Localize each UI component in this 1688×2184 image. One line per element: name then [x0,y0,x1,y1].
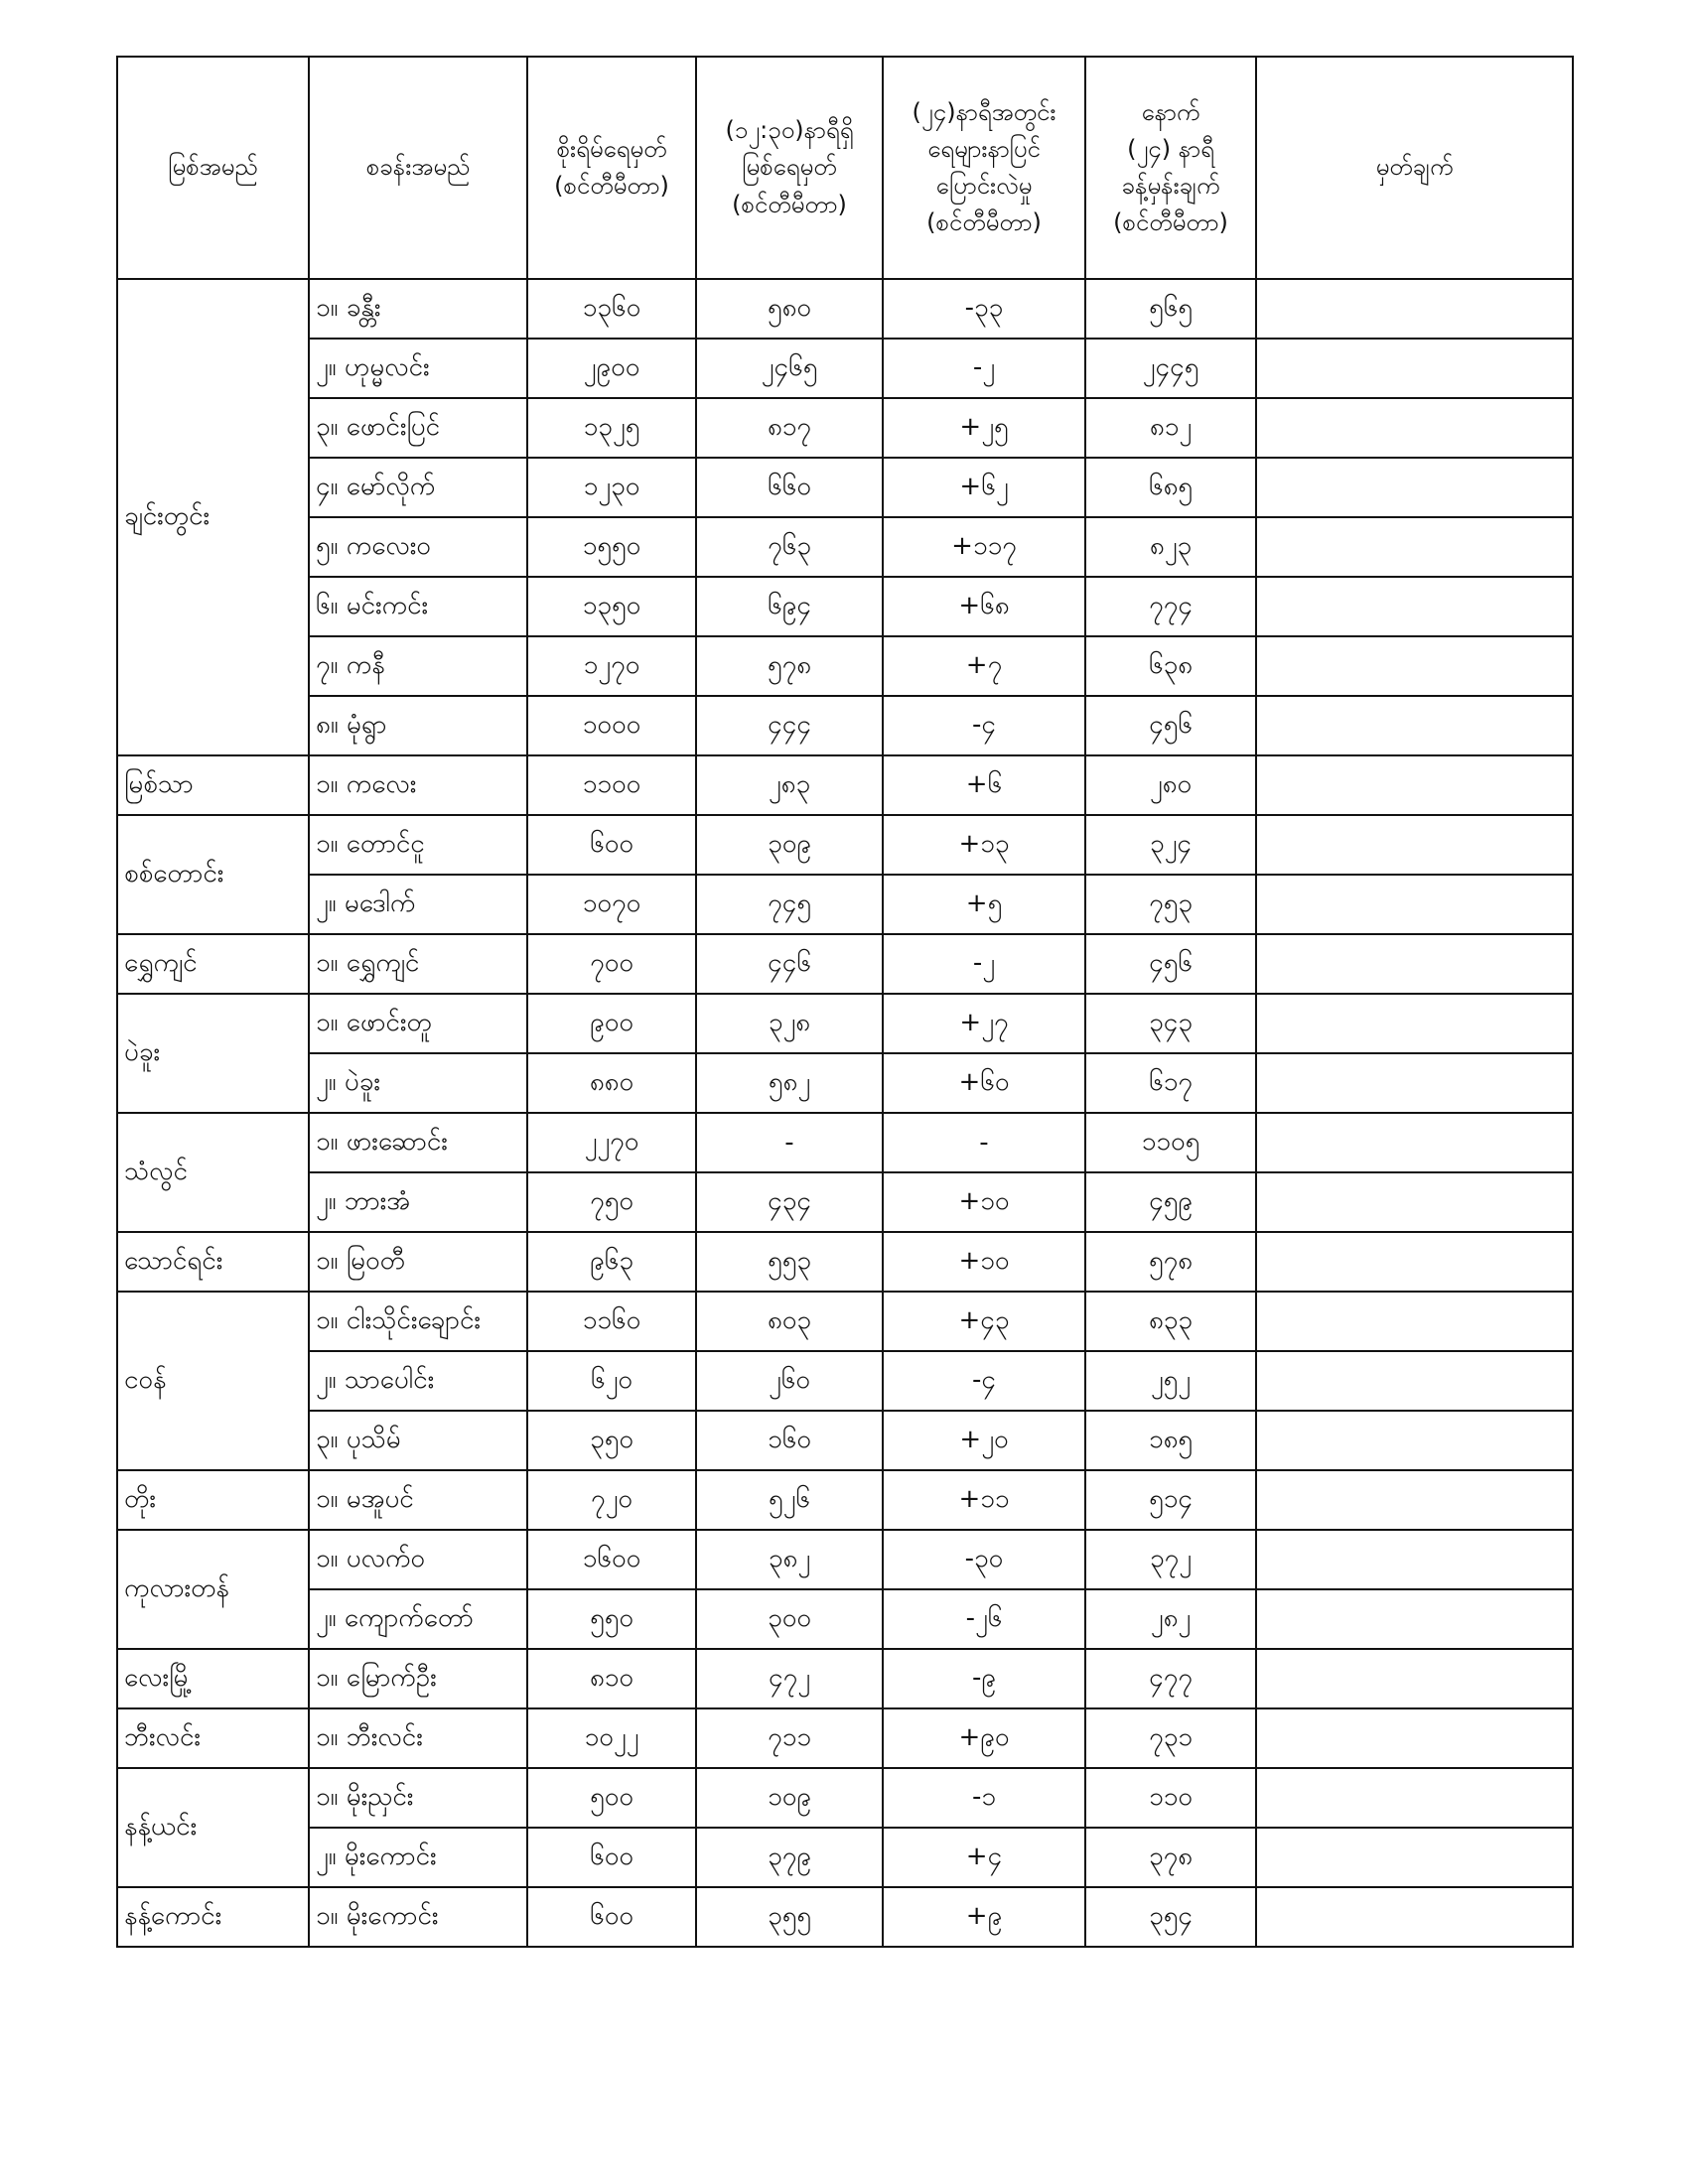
station-name-cell: ၁။ မိုးကောင်း [309,1887,527,1947]
table-row [117,577,1573,636]
level-change-cell: - [883,1113,1085,1172]
current-level-cell: ၄၄၆ [696,934,883,994]
station-name-cell: ၂။ မိုးကောင်း [309,1828,527,1887]
level-change-cell: +၇ [883,636,1085,696]
current-level-cell: ၆၆၀ [696,458,883,517]
river-name-cell: ကုလားတန် [117,1530,309,1649]
current-level-cell: ၅၈၀ [696,279,883,339]
header-text-line: မြစ်ရေမှတ် [742,153,837,182]
forecast-cell: ၇၃၁ [1085,1708,1256,1768]
forecast-cell: ၂၅၂ [1085,1351,1256,1411]
remarks-cell [1256,1530,1573,1589]
station-name-cell: ၁။ ငါးသိုင်းချောင်း [309,1292,527,1351]
table-row [117,458,1573,517]
table-row [117,517,1573,577]
header-text-line: ခန့်မှန်းချက် [1121,172,1220,200]
remarks-cell [1256,1053,1573,1113]
station-name-cell: ၃။ ဖောင်းပြင် [309,398,527,458]
remarks-cell [1256,755,1573,815]
level-change-cell: +၁၀ [883,1172,1085,1232]
river-name-cell: သံလွင် [117,1113,309,1232]
header-danger-level [527,57,696,279]
current-level-cell: ၃၀၉ [696,815,883,875]
current-level-cell: ၅၇၈ [696,636,883,696]
table-row [117,1292,1573,1351]
current-level-cell: ၁၀၉ [696,1768,883,1828]
header-forecast [1085,57,1256,279]
danger-level-cell: ၇၂၀ [527,1470,696,1530]
danger-level-cell: ၆၂၀ [527,1351,696,1411]
current-level-cell: ၂၆၀ [696,1351,883,1411]
current-level-cell: ၁၆၀ [696,1411,883,1470]
current-level-cell: ၇၄၅ [696,875,883,934]
station-name-cell: ၁။ တောင်ငူ [309,815,527,875]
current-level-cell: - [696,1113,883,1172]
level-change-cell: -၂ [883,339,1085,398]
current-level-cell: ၂၈၃ [696,755,883,815]
current-level-cell: ၃၂၈ [696,994,883,1053]
table-row [117,1351,1573,1411]
danger-level-cell: ၆၀၀ [527,1828,696,1887]
river-name-cell: လေးမြို့ [117,1649,309,1708]
table-row [117,636,1573,696]
station-name-cell: ၄။ မော်လိုက် [309,458,527,517]
level-change-cell: +၁၀ [883,1232,1085,1292]
current-level-cell: ၄၄၄ [696,696,883,755]
header-change-24h [883,57,1085,279]
level-change-cell: +၄၃ [883,1292,1085,1351]
table-row [117,755,1573,815]
remarks-cell [1256,1411,1573,1470]
station-name-cell: ၁။ ဘီးလင်း [309,1708,527,1768]
forecast-cell: ၆၁၇ [1085,1053,1256,1113]
forecast-cell: ၅၆၅ [1085,279,1256,339]
station-name-cell: ၂။ ကျောက်တော် [309,1589,527,1649]
river-name-cell: ပဲခူး [117,994,309,1113]
danger-level-cell: ၉၆၃ [527,1232,696,1292]
table-row [117,398,1573,458]
current-level-cell: ၇၆၃ [696,517,883,577]
forecast-cell: ၄၇၇ [1085,1649,1256,1708]
station-name-cell: ၂။ မဒေါက် [309,875,527,934]
danger-level-cell: ၂၉၀၀ [527,339,696,398]
level-change-cell: +၁၁၇ [883,517,1085,577]
table-row [117,1768,1573,1828]
current-level-cell: ၇၁၁ [696,1708,883,1768]
forecast-cell: ၁၁၀ [1085,1768,1256,1828]
header-remarks [1256,57,1573,279]
forecast-cell: ၁၁၀၅ [1085,1113,1256,1172]
level-change-cell: -၄ [883,696,1085,755]
remarks-cell [1256,1708,1573,1768]
station-name-cell: ၂။ ဟုမ္မလင်း [309,339,527,398]
station-name-cell: ၁။ ရွှေကျင် [309,934,527,994]
remarks-cell [1256,1351,1573,1411]
river-name-cell: နန့်ယင်း [117,1768,309,1887]
danger-level-cell: ၁၂၇၀ [527,636,696,696]
current-level-cell: ၄၃၄ [696,1172,883,1232]
river-name-cell: နန့်ကောင်း [117,1887,309,1947]
remarks-cell [1256,398,1573,458]
station-name-cell: ၁။ ဖောင်းတူ [309,994,527,1053]
forecast-cell: ၄၅၆ [1085,934,1256,994]
danger-level-cell: ၁၀၇၀ [527,875,696,934]
table-row [117,1887,1573,1947]
header-river [117,57,309,279]
remarks-cell [1256,339,1573,398]
station-name-cell: ၆။ မင်းကင်း [309,577,527,636]
level-change-cell: -၂ [883,934,1085,994]
current-level-cell: ၈၀၃ [696,1292,883,1351]
station-name-cell: ၁။ ဖားဆောင်း [309,1113,527,1172]
danger-level-cell: ၁၃၆၀ [527,279,696,339]
level-change-cell: +၂၀ [883,1411,1085,1470]
forecast-cell: ၁၈၅ [1085,1411,1256,1470]
level-change-cell: +၅ [883,875,1085,934]
level-change-cell: +၉၀ [883,1708,1085,1768]
current-level-cell: ၃၇၉ [696,1828,883,1887]
table-row [117,1470,1573,1530]
danger-level-cell: ၁၃၅၀ [527,577,696,636]
river-name-cell: ငဝန် [117,1292,309,1470]
remarks-cell [1256,696,1573,755]
header-current-level [696,57,883,279]
forecast-cell: ၃၇၈ [1085,1828,1256,1887]
forecast-cell: ၄၅၉ [1085,1172,1256,1232]
remarks-cell [1256,1172,1573,1232]
danger-level-cell: ၁၆၀၀ [527,1530,696,1589]
table-row [117,1828,1573,1887]
level-change-cell: -၄ [883,1351,1085,1411]
danger-level-cell: ၅၅၀ [527,1589,696,1649]
station-name-cell: ၈။ မုံရွာ [309,696,527,755]
station-name-cell: ၃။ ပုသိမ် [309,1411,527,1470]
forecast-cell: ၃၇၂ [1085,1530,1256,1589]
level-change-cell: +၉ [883,1887,1085,1947]
table-row [117,1113,1573,1172]
danger-level-cell: ၇၀၀ [527,934,696,994]
table-row [117,1411,1573,1470]
header-text-line: (စင်တီမီတာ) [926,208,1042,237]
forecast-cell: ၈၃၃ [1085,1292,1256,1351]
table-row [117,1589,1573,1649]
table-row [117,1053,1573,1113]
remarks-cell [1256,994,1573,1053]
station-name-cell: ၂။ သာပေါင်း [309,1351,527,1411]
remarks-cell [1256,1828,1573,1887]
header-text-line: (စင်တီမီတာ) [732,190,847,218]
level-change-cell: +၁၁ [883,1470,1085,1530]
table-body [117,279,1573,1947]
forecast-cell: ၇၇၄ [1085,577,1256,636]
header-text-line: (၂၄) နာရီ [1127,134,1214,163]
level-change-cell: +၆၈ [883,577,1085,636]
station-name-cell: ၁။ မြဝတီ [309,1232,527,1292]
river-name-cell: တိုး [117,1470,309,1530]
table-row [117,875,1573,934]
river-name-cell: ချင်းတွင်း [117,279,309,755]
header-text-line: (၁၂:၃၀)နာရီရှိ [725,116,854,145]
station-name-cell: ၁။ ကလေး [309,755,527,815]
header-text-line: စခန်းအမည် [365,153,471,182]
remarks-cell [1256,934,1573,994]
remarks-cell [1256,1470,1573,1530]
level-change-cell: -၃၀ [883,1530,1085,1589]
danger-level-cell: ၈၁၀ [527,1649,696,1708]
current-level-cell: ၃၈၂ [696,1530,883,1589]
danger-level-cell: ၇၅၀ [527,1172,696,1232]
station-name-cell: ၁။ မိုးညှင်း [309,1768,527,1828]
current-level-cell: ၂၄၆၅ [696,339,883,398]
station-name-cell: ၂။ ပဲခူး [309,1053,527,1113]
river-name-cell: သောင်ရင်း [117,1232,309,1292]
forecast-cell: ၃၄၃ [1085,994,1256,1053]
danger-level-cell: ၃၅၀ [527,1411,696,1470]
header-text-line: နောက် [1141,97,1200,126]
danger-level-cell: ၁၀၀၀ [527,696,696,755]
danger-level-cell: ၆၀၀ [527,815,696,875]
danger-level-cell: ၁၀၂၂ [527,1708,696,1768]
remarks-cell [1256,279,1573,339]
header-station [309,57,527,279]
station-name-cell: ၂။ ဘားအံ [309,1172,527,1232]
danger-level-cell: ၁၅၅၀ [527,517,696,577]
current-level-cell: ၄၇၂ [696,1649,883,1708]
station-name-cell: ၇။ ကနီ [309,636,527,696]
header-text-line: (စင်တီမီတာ) [554,172,669,200]
header-text-line: ရေများနာပြင် [927,134,1041,163]
level-change-cell: -၁ [883,1768,1085,1828]
remarks-cell [1256,1649,1573,1708]
current-level-cell: ၆၉၄ [696,577,883,636]
current-level-cell: ၅၅၃ [696,1232,883,1292]
level-change-cell: +၂၅ [883,398,1085,458]
table-row [117,1708,1573,1768]
danger-level-cell: ၉၀၀ [527,994,696,1053]
table-row [117,934,1573,994]
table-row [117,815,1573,875]
remarks-cell [1256,875,1573,934]
current-level-cell: ၅၂၆ [696,1470,883,1530]
level-change-cell: +၁၃ [883,815,1085,875]
remarks-cell [1256,1113,1573,1172]
remarks-cell [1256,1292,1573,1351]
forecast-cell: ၅၁၄ [1085,1470,1256,1530]
remarks-cell [1256,517,1573,577]
forecast-cell: ၇၅၃ [1085,875,1256,934]
level-change-cell: -၃၃ [883,279,1085,339]
remarks-cell [1256,1589,1573,1649]
remarks-cell [1256,1768,1573,1828]
danger-level-cell: ၁၁၀၀ [527,755,696,815]
danger-level-cell: ၂၂၇၀ [527,1113,696,1172]
current-level-cell: ၅၈၂ [696,1053,883,1113]
level-change-cell: +၆၀ [883,1053,1085,1113]
river-name-cell: မြစ်သာ [117,755,309,815]
current-level-cell: ၃၅၅ [696,1887,883,1947]
table-row [117,279,1573,339]
table-header [117,57,1573,279]
danger-level-cell: ၁၁၆၀ [527,1292,696,1351]
header-text-line: (စင်တီမီတာ) [1113,208,1228,237]
header-text-line: မှတ်ချက် [1375,153,1454,182]
station-name-cell: ၅။ ကလေးဝ [309,517,527,577]
forecast-cell: ၄၅၆ [1085,696,1256,755]
table-row [117,696,1573,755]
remarks-cell [1256,636,1573,696]
forecast-cell: ၂၈၀ [1085,755,1256,815]
level-change-cell: +၆ [883,755,1085,815]
table-row [117,1232,1573,1292]
river-water-level-table [116,56,1574,1948]
forecast-cell: ၂၈၂ [1085,1589,1256,1649]
forecast-cell: ၂၄၄၅ [1085,339,1256,398]
table-row [117,994,1573,1053]
remarks-cell [1256,1232,1573,1292]
remarks-cell [1256,815,1573,875]
header-text-line: မြစ်အမည် [168,153,258,182]
level-change-cell: +၄ [883,1828,1085,1887]
level-change-cell: -၂၆ [883,1589,1085,1649]
header-text-line: စိုးရိမ်ရေမှတ် [556,134,667,163]
remarks-cell [1256,458,1573,517]
danger-level-cell: ၆၀၀ [527,1887,696,1947]
station-name-cell: ၁။ မအူပင် [309,1470,527,1530]
danger-level-cell: ၁၃၂၅ [527,398,696,458]
forecast-cell: ၆၃၈ [1085,636,1256,696]
danger-level-cell: ၁၂၃၀ [527,458,696,517]
river-name-cell: ဘီးလင်း [117,1708,309,1768]
danger-level-cell: ၈၈၀ [527,1053,696,1113]
station-name-cell: ၁။ ပလက်ဝ [309,1530,527,1589]
river-name-cell: ရွှေကျင် [117,934,309,994]
remarks-cell [1256,577,1573,636]
danger-level-cell: ၅၀၀ [527,1768,696,1828]
level-change-cell: -၉ [883,1649,1085,1708]
header-text-line: ပြောင်းလဲမှု [935,172,1033,200]
table-row [117,1172,1573,1232]
river-name-cell: စစ်တောင်း [117,815,309,934]
current-level-cell: ၈၁၇ [696,398,883,458]
table-row [117,1530,1573,1589]
station-name-cell: ၁။ မြောက်ဦး [309,1649,527,1708]
header-text-line: (၂၄)နာရီအတွင်း [912,97,1056,126]
remarks-cell [1256,1887,1573,1947]
forecast-cell: ၆၈၅ [1085,458,1256,517]
table-row [117,339,1573,398]
current-level-cell: ၃၀၀ [696,1589,883,1649]
table-row [117,1649,1573,1708]
level-change-cell: +၆၂ [883,458,1085,517]
forecast-cell: ၅၇၈ [1085,1232,1256,1292]
forecast-cell: ၈၂၃ [1085,517,1256,577]
forecast-cell: ၃၂၄ [1085,815,1256,875]
forecast-cell: ၈၁၂ [1085,398,1256,458]
forecast-cell: ၃၅၄ [1085,1887,1256,1947]
header-row [117,57,1573,279]
station-name-cell: ၁။ ခန္တီး [309,279,527,339]
level-change-cell: +၂၇ [883,994,1085,1053]
